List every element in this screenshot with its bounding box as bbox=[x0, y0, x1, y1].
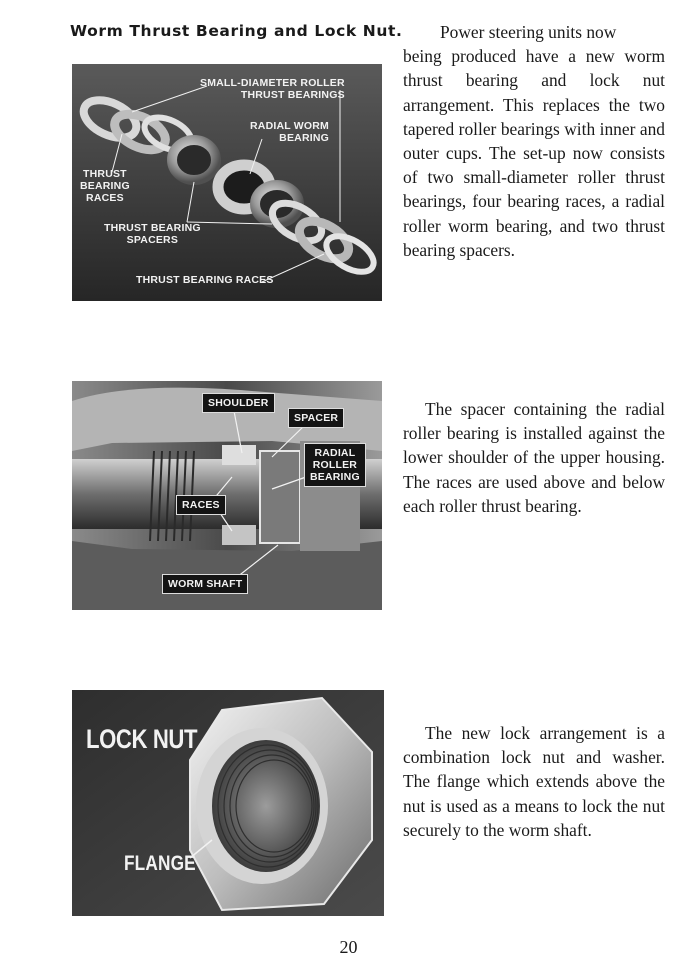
label-lock-nut: LOCK NUT bbox=[86, 724, 198, 754]
label-shoulder: SHOULDER bbox=[202, 393, 275, 413]
photo-lock-nut bbox=[72, 690, 384, 916]
label-worm-shaft: WORM SHAFT bbox=[162, 574, 248, 594]
paragraph-spacer: The spacer containing the radial roller bearing is installed against the lower shoulder of the upper housing. The races are used above and below each roller thrust bearing. bbox=[403, 399, 665, 516]
paragraph-lock-arrangement: The new lock arrangement is a combination lock nut and washer. The flange which extends above the nut is used as a means to lock the nut securely to the worm shaft. bbox=[403, 723, 665, 840]
photo-housing-cutaway bbox=[72, 381, 382, 610]
label-spacer: SPACER bbox=[288, 408, 344, 428]
paragraph-body: being produced have a new worm thrust bearing and lock nut arrangement. This replaces the two tapered roller bearings with inner and outer cups. The set-up now consists of two small-diameter roller thrust bearings, four bearing races, a radial roller worm bearing, and two thrust bearing spacers. bbox=[403, 46, 665, 260]
section-heading: Worm Thrust Bearing and Lock Nut. bbox=[70, 22, 403, 40]
label-small-diameter-bearings: SMALL-DIAMETER ROLLER THRUST BEARINGS bbox=[200, 77, 345, 101]
label-thrust-bearing-races-bottom: THRUST BEARING RACES bbox=[136, 274, 274, 286]
label-radial-roller-bearing: RADIAL ROLLER BEARING bbox=[304, 443, 366, 487]
paragraph-first-line: Power steering units now bbox=[440, 22, 617, 42]
label-races: RACES bbox=[176, 495, 226, 515]
paragraph-worm-thrust bbox=[403, 20, 665, 262]
label-radial-worm-bearing: RADIAL WORM BEARING bbox=[250, 120, 329, 144]
page-number: 20 bbox=[339, 937, 358, 957]
label-thrust-bearing-races: THRUST BEARING RACES bbox=[80, 168, 130, 204]
label-thrust-bearing-spacers: THRUST BEARING SPACERS bbox=[104, 222, 201, 246]
photo-bearing-components bbox=[72, 64, 382, 301]
label-flange: FLANGE bbox=[124, 852, 196, 875]
